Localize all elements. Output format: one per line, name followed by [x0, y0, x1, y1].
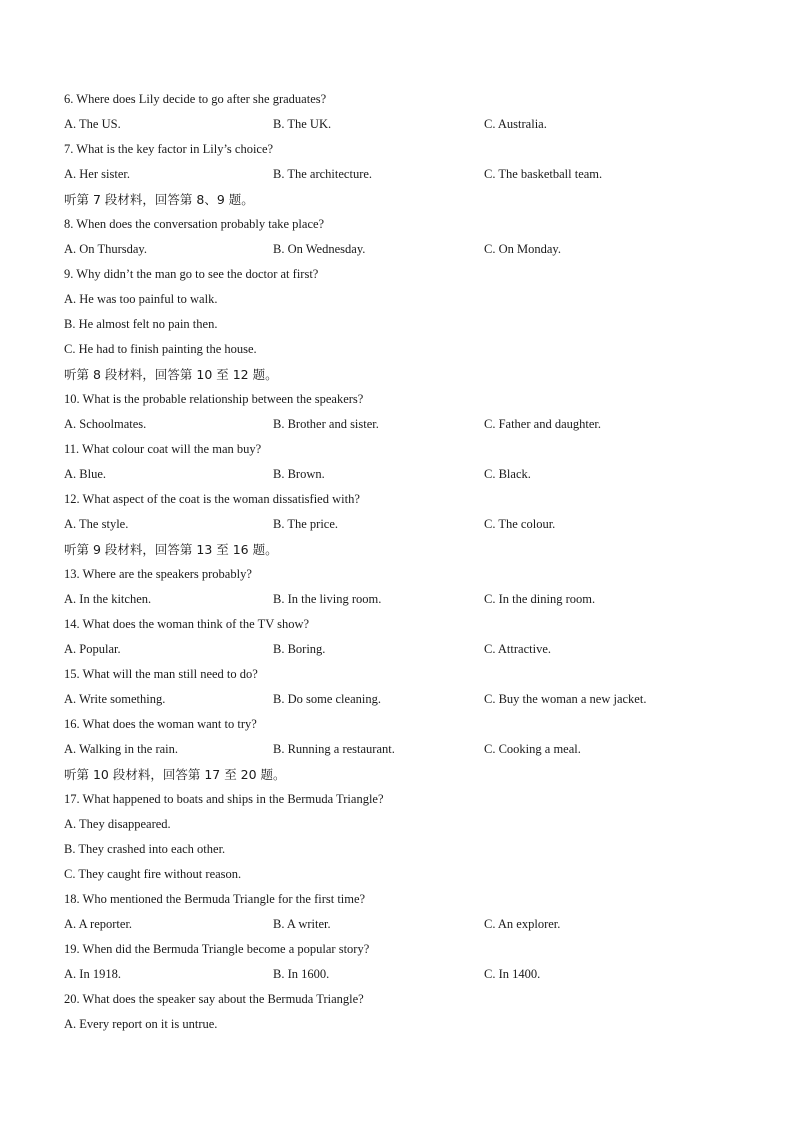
question-line: 13. Where are the speakers probably? — [64, 567, 252, 581]
option-a: A. In the kitchen. — [64, 592, 152, 606]
option-b: B. In 1600. — [273, 967, 330, 981]
option-b: B. In the living room. — [273, 592, 382, 606]
option-b: B. Brother and sister. — [273, 417, 379, 431]
option-b: B. Do some cleaning. — [273, 692, 381, 706]
question-line: 6. Where does Lily decide to go after she graduates? — [64, 92, 327, 106]
question-line: 11. What colour coat will the man buy? — [64, 442, 262, 456]
options-row — [64, 962, 744, 987]
section-instruction: 听第 10 段材料，回答第 17 至 20 题。 — [64, 767, 286, 782]
question-line: A. Every report on it is untrue. — [64, 1017, 218, 1031]
option-a: A. The style. — [64, 517, 129, 531]
option-c: C. In the dining room. — [484, 592, 596, 606]
option-c: C. Father and daughter. — [484, 417, 601, 431]
options-row — [64, 112, 744, 137]
question-line: 8. When does the conversation probably take place? — [64, 217, 325, 231]
option-a: A. On Thursday. — [64, 242, 147, 256]
option-a: A. The US. — [64, 117, 121, 131]
option-b: B. Running a restaurant. — [273, 742, 395, 756]
question-line: A. He was too painful to walk. — [64, 292, 218, 306]
option-a: A. Popular. — [64, 642, 121, 656]
question-line: A. They disappeared. — [64, 817, 171, 831]
question-line: 10. What is the probable relationship between the speakers? — [64, 392, 364, 406]
options-row — [64, 687, 744, 712]
option-c: C. On Monday. — [484, 242, 561, 256]
question-line: B. They crashed into each other. — [64, 842, 226, 856]
options-row — [64, 512, 744, 537]
options-row — [64, 237, 744, 262]
option-b: B. The price. — [273, 517, 339, 531]
option-c: C. Cooking a meal. — [484, 742, 581, 756]
option-b: B. Brown. — [273, 467, 325, 481]
option-a: A. A reporter. — [64, 917, 133, 931]
question-line: 7. What is the key factor in Lily’s choice? — [64, 142, 274, 156]
option-c: C. Buy the woman a new jacket. — [484, 692, 647, 706]
options-row — [64, 737, 744, 762]
option-c: C. Black. — [484, 467, 531, 481]
options-row — [64, 462, 744, 487]
question-line: 16. What does the woman want to try? — [64, 717, 257, 731]
section-instruction: 听第 9 段材料，回答第 13 至 16 题。 — [64, 542, 278, 557]
option-a: A. Her sister. — [64, 167, 130, 181]
question-line: 9. Why didn’t the man go to see the doctor at first? — [64, 267, 319, 281]
option-b: B. Boring. — [273, 642, 326, 656]
option-b: B. The UK. — [273, 117, 332, 131]
question-line: 17. What happened to boats and ships in the Bermuda Triangle? — [64, 792, 384, 806]
question-line: 20. What does the speaker say about the Bermuda Triangle? — [64, 992, 364, 1006]
option-b: B. The architecture. — [273, 167, 373, 181]
options-row — [64, 587, 744, 612]
option-a: A. In 1918. — [64, 967, 121, 981]
option-b: B. A writer. — [273, 917, 331, 931]
option-b: B. On Wednesday. — [273, 242, 366, 256]
option-a: A. Blue. — [64, 467, 107, 481]
option-c: C. In 1400. — [484, 967, 541, 981]
question-line: 19. When did the Bermuda Triangle become a popular story? — [64, 942, 370, 956]
option-c: C. Attractive. — [484, 642, 551, 656]
options-row — [64, 162, 744, 187]
options-row — [64, 912, 744, 937]
section-instruction: 听第 8 段材料，回答第 10 至 12 题。 — [64, 367, 278, 382]
exam-page-content — [64, 87, 744, 1037]
options-row — [64, 637, 744, 662]
options-row — [64, 412, 744, 437]
question-line: C. He had to finish painting the house. — [64, 342, 257, 356]
option-c: C. The colour. — [484, 517, 556, 531]
question-line: B. He almost felt no pain then. — [64, 317, 218, 331]
question-line: 18. Who mentioned the Bermuda Triangle for the first time? — [64, 892, 366, 906]
option-c: C. The basketball team. — [484, 167, 603, 181]
question-line: 15. What will the man still need to do? — [64, 667, 258, 681]
question-line: 14. What does the woman think of the TV show? — [64, 617, 310, 631]
option-a: A. Walking in the rain. — [64, 742, 179, 756]
option-c: C. Australia. — [484, 117, 547, 131]
section-instruction: 听第 7 段材料，回答第 8、9 题。 — [64, 192, 254, 207]
question-line: 12. What aspect of the coat is the woman dissatisfied with? — [64, 492, 360, 506]
option-a: A. Schoolmates. — [64, 417, 147, 431]
question-line: C. They caught fire without reason. — [64, 867, 242, 881]
option-c: C. An explorer. — [484, 917, 561, 931]
option-a: A. Write something. — [64, 692, 166, 706]
